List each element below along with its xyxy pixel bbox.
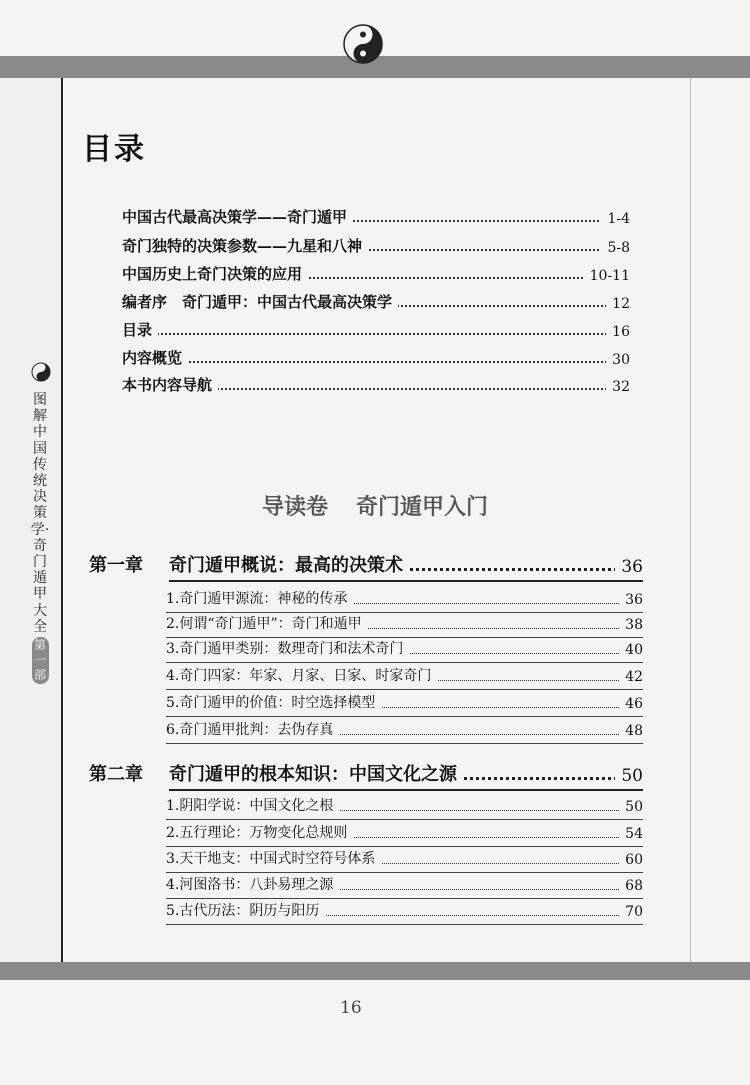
section-entry-page: 40 [619, 642, 643, 658]
part-badge: 第一部 [32, 637, 49, 684]
section-entry-page: 68 [619, 878, 643, 894]
entry-underline [166, 743, 643, 744]
toc-entry-label: 编者序 奇门遁甲：中国古代最高决策学 [122, 291, 398, 312]
section-entry-label: 3.天干地支：中国式时空符号体系 [166, 848, 381, 868]
section-entry[interactable] [166, 795, 643, 817]
yin-yang-icon [343, 24, 383, 64]
toc-entry-label: 奇门独特的决策参数——九星和八神 [122, 235, 368, 256]
toc-entry-page: 32 [606, 379, 630, 395]
section-entry[interactable] [166, 692, 643, 714]
entry-underline [166, 689, 643, 690]
toc-entry[interactable] [122, 205, 630, 229]
section-entry-page: 50 [619, 799, 643, 815]
entry-underline [166, 872, 643, 873]
section-entry-label: 4.河图洛书：八卦易理之源 [166, 874, 339, 894]
section-entry-label: 2.五行理论：万物变化总规则 [166, 822, 353, 842]
section-entry-label: 3.奇门遁甲类别：数理奇门和法术奇门 [166, 638, 409, 658]
chapter-heading[interactable] [89, 760, 643, 788]
chapter-page: 36 [615, 557, 643, 577]
section-entry-label: 2.何谓“奇门遁甲”：奇门和遁甲 [166, 613, 368, 633]
section-entry-page: 46 [619, 696, 643, 712]
toc-heading: 目录 [82, 132, 146, 167]
section-entry-page: 36 [619, 592, 643, 608]
section-entry-page: 38 [619, 617, 643, 633]
section-entry-label: 5.古代历法：阴历与阳历 [166, 900, 325, 920]
series-side-title [30, 392, 50, 684]
chapter-title: 奇门遁甲的根本知识：中国文化之源 [169, 760, 463, 786]
chapter-title: 奇门遁甲概说：最高的决策术 [169, 551, 409, 577]
toc-entry[interactable] [122, 234, 630, 258]
toc-entry-page: 30 [606, 352, 630, 368]
chapter-underline [169, 580, 643, 582]
section-entry[interactable] [166, 719, 643, 741]
series-title-text: 图解中国传统决策学·奇门遁甲大全 [30, 392, 50, 635]
dot-leader [122, 361, 630, 363]
toc-entry[interactable] [122, 318, 630, 342]
chapter-page: 50 [615, 766, 643, 786]
section-entry[interactable] [166, 588, 643, 610]
footer-band [0, 962, 750, 980]
page-number-text: 16 [340, 998, 362, 1018]
section-entry[interactable] [166, 638, 643, 660]
section-entry[interactable] [166, 665, 643, 687]
entry-underline [166, 924, 643, 925]
section-name: 奇门遁甲入门 [356, 495, 489, 520]
entry-underline [166, 898, 643, 899]
section-entry-page: 48 [619, 723, 643, 739]
toc-entry-label: 目录 [122, 319, 158, 340]
chapter-number: 第二章 [89, 764, 143, 785]
entry-underline [166, 662, 643, 663]
toc-entry[interactable] [122, 373, 630, 397]
toc-entry-page: 16 [606, 324, 630, 340]
section-entry-page: 70 [619, 904, 643, 920]
entry-underline [166, 819, 643, 820]
toc-entry[interactable] [122, 290, 630, 314]
page-number [340, 998, 362, 1018]
entry-underline [166, 716, 643, 717]
toc-entry-page: 5-8 [601, 240, 630, 256]
chapter-underline [169, 789, 643, 791]
toc-entry-page: 12 [606, 296, 630, 312]
toc-entry-page: 10-11 [584, 268, 630, 284]
toc-entry[interactable] [122, 262, 630, 286]
section-entry-label: 6.奇门遁甲批判：去伪存真 [166, 719, 339, 739]
chapter-number: 第一章 [89, 555, 143, 576]
yin-yang-icon [31, 362, 51, 382]
section-entry[interactable] [166, 613, 643, 635]
section-entry-page: 60 [619, 852, 643, 868]
section-entry-page: 42 [619, 669, 643, 685]
dot-leader [122, 333, 630, 335]
toc-entry-page: 1-4 [601, 211, 630, 227]
toc-entry[interactable] [122, 346, 630, 370]
section-entry[interactable] [166, 848, 643, 870]
section-entry-label: 1.奇门遁甲源流：神秘的传承 [166, 588, 353, 608]
section-entry-label: 4.奇门四家：年家、月家、日家、时家奇门 [166, 665, 437, 685]
section-entry-page: 54 [619, 826, 643, 842]
section-entry[interactable] [166, 822, 643, 844]
section-label: 导读卷 [261, 495, 328, 520]
entry-underline [166, 846, 643, 847]
section-title [0, 490, 750, 521]
chapter-heading[interactable] [89, 551, 643, 579]
toc-entry-label: 内容概览 [122, 347, 188, 368]
section-entry-label: 1.阴阳学说：中国文化之根 [166, 795, 339, 815]
toc-entry-label: 本书内容导航 [122, 374, 218, 395]
section-entry[interactable] [166, 874, 643, 896]
section-entry[interactable] [166, 900, 643, 922]
toc-entry-label: 中国古代最高决策学——奇门遁甲 [122, 206, 353, 227]
section-entry-label: 5.奇门遁甲的价值：时空选择模型 [166, 692, 381, 712]
toc-entry-label: 中国历史上奇门决策的应用 [122, 263, 308, 284]
